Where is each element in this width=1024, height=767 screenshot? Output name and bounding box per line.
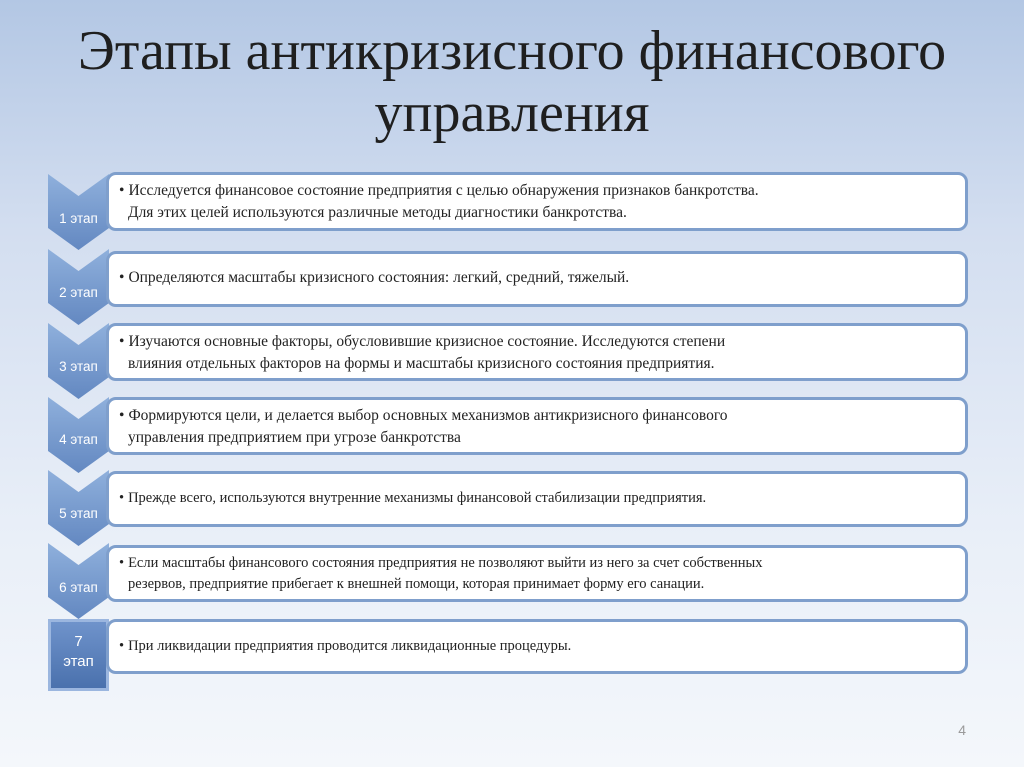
stage-3-box bbox=[106, 323, 968, 381]
stage-6-label: 6 этап bbox=[59, 580, 98, 595]
stage-2-line-1: • Определяются масштабы кризисного состояния: легкий, средний, тяжелый. bbox=[119, 269, 630, 286]
stage-6-line-1: • Если масштабы финансового состояния предприятия не позволяют выйти из него за счет собственных bbox=[119, 555, 763, 571]
slide-title: Этапы антикризисного финансового управления bbox=[77, 20, 947, 144]
stage-5-box bbox=[106, 471, 968, 527]
stage-5-label: 5 этап bbox=[59, 506, 98, 521]
bullet-icon: • bbox=[119, 182, 125, 199]
stage-4-box bbox=[106, 397, 968, 455]
stage-5-line-1: • Прежде всего, используются внутренние механизмы финансовой стабилизации предприятия. bbox=[119, 490, 707, 506]
stage-7-line-1: • При ликвидации предприятия проводится ликвидационные процедуры. bbox=[119, 638, 572, 654]
bullet-icon: • bbox=[119, 638, 125, 654]
stage-4-line-1: • Формируются цели, и делается выбор основных механизмов антикризисного финансового bbox=[119, 407, 728, 424]
bullet-icon: • bbox=[119, 555, 125, 571]
stage-3-line-2: влияния отдельных факторов на формы и масштабы кризисного состояния предприятия. bbox=[128, 355, 715, 372]
stage-4-line-2: управления предприятием при угрозе банкротства bbox=[128, 429, 461, 446]
stage-7-label-number: 7 bbox=[74, 633, 83, 650]
stage-6-box bbox=[106, 545, 968, 602]
stage-1-line-1: • Исследуется финансовое состояние предприятия с целью обнаружения признаков банкротства. bbox=[119, 182, 759, 199]
stage-4-label: 4 этап bbox=[59, 432, 98, 447]
bullet-icon: • bbox=[119, 490, 125, 506]
stage-3-line-1: • Изучаются основные факторы, обусловившие кризисное состояние. Исследуются степени bbox=[119, 333, 726, 350]
page-number: 4 bbox=[958, 722, 966, 738]
stage-1-label: 1 этап bbox=[59, 211, 98, 226]
stage-1-box bbox=[106, 172, 968, 231]
stage-2-box bbox=[106, 251, 968, 307]
bullet-icon: • bbox=[119, 407, 125, 424]
stage-2-label: 2 этап bbox=[59, 285, 98, 300]
stage-6-line-2: резервов, предприятие прибегает к внешней помощи, которая принимает форму его санации. bbox=[128, 576, 705, 592]
stage-1-line-2: Для этих целей используются различные методы диагностики банкротства. bbox=[128, 204, 627, 221]
stage-3-label: 3 этап bbox=[59, 359, 98, 374]
stage-7-box bbox=[106, 619, 968, 674]
bullet-icon: • bbox=[119, 333, 125, 350]
stage-7-label-word: этап bbox=[63, 653, 94, 670]
bullet-icon: • bbox=[119, 269, 125, 286]
